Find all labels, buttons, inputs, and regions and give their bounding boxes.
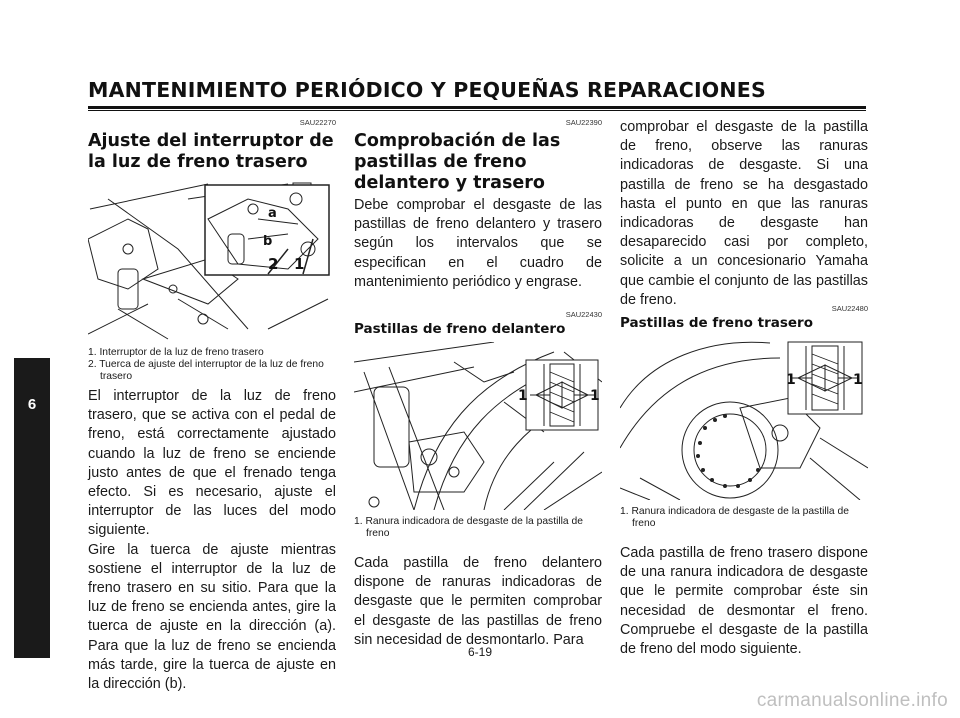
chapter-tab [14,358,50,658]
column-left [88,118,336,694]
figure-label-1-right: 1 [590,388,600,405]
chapter-tab-number: 6 [27,396,37,413]
chapter-title: MANTENIMIENTO PERIÓDICO Y PEQUEÑAS REPARACIONES [88,78,766,102]
caption-item: 2. Tuerca de ajuste del interruptor de la luz de freno trasero [88,359,324,382]
figure-label-1-right: 1 [853,372,863,389]
rear-brake-pad-figure [620,338,868,500]
paragraph: Debe comprobar el desgaste de las pastillas de freno delantero y trasero según los intervalos que se especifican en el cuadro de mantenimiento periódico y engrase. [354,197,602,290]
section-heading: Ajuste del interruptor de la luz de freno trasero [88,131,334,172]
paragraph: El interruptor de la luz de freno trasero, que se activa con el pedal de freno, está correctamente ajustado cuando la luz de freno se enciende justo antes de que el frenado tenga efecto. Si es necesario, ajuste el interruptor de las luces del modo siguiente. [88,388,336,539]
chapter-header [88,78,866,102]
figure-caption [620,506,868,530]
header-rule-thin [88,110,866,111]
section-code: SAU22390 [565,118,602,127]
caption-item: 1. Ranura indicadora de desgaste de la pastilla de freno [354,516,583,540]
figure-label-b: b [263,234,273,249]
front-brake-pad-figure [354,342,602,510]
subsection-heading: Pastillas de freno trasero [620,315,813,332]
section-heading: Comprobación de las pastillas de freno delantero y trasero [354,131,561,193]
figure-caption [88,347,336,383]
paragraph: Gire la tuerca de ajuste mientras sostiene el interruptor de la luz de freno trasero en su sitio. Para que la luz de freno se encienda antes, gire la tuerca de ajuste en la dirección (a). Para que la luz de freno se encienda más tarde, gire la tuerca de ajuste en la dirección (b). [88,541,336,693]
section-code: SAU22430 [565,310,602,320]
watermark: carmanualsonline.info [756,690,948,711]
section-code: SAU22480 [831,304,868,314]
column-right [620,118,868,659]
page-number: 6-19 [467,645,493,659]
caption-item: 1. Interruptor de la luz de freno trasero [88,347,264,358]
column-middle [354,118,602,650]
figure-label-a: a [268,206,277,221]
section-code: SAU22270 [299,118,336,127]
paragraph: comprobar el desgaste de la pastilla de freno, observe las ranuras indicadoras de desgaste. Si una pastilla de freno se ha desgastado hasta el punto en que las ranuras indicadoras de desgaste han desaparecido casi por completo, solicite a un concesionario Yamaha que cambie el conjunto de las pastillas de freno. [620,119,868,308]
figure-label-1-left: 1 [786,372,796,389]
figure-label-1: 1 [294,255,305,273]
brake-switch-figure [88,179,336,341]
caption-item: 1. Ranura indicadora de desgaste de la pastilla de freno [620,506,849,530]
figure-label-2: 2 [268,255,279,273]
paragraph: Cada pastilla de freno delantero dispone de ranuras indicadoras de desgaste que le permiten comprobar el desgaste de las pastillas de freno sin necesidad de desmontarlo. Para [354,555,602,648]
header-rule-thick [88,106,866,109]
paragraph: Cada pastilla de freno trasero dispone de una ranura indicadora de desgaste que le permite comprobar éste sin necesidad de desmontar el freno. Compruebe el desgaste de la pastilla de freno del modo siguiente. [620,545,868,658]
subsection-heading: Pastillas de freno delantero [354,321,566,338]
figure-label-1-left: 1 [518,388,528,405]
figure-caption [354,516,602,540]
